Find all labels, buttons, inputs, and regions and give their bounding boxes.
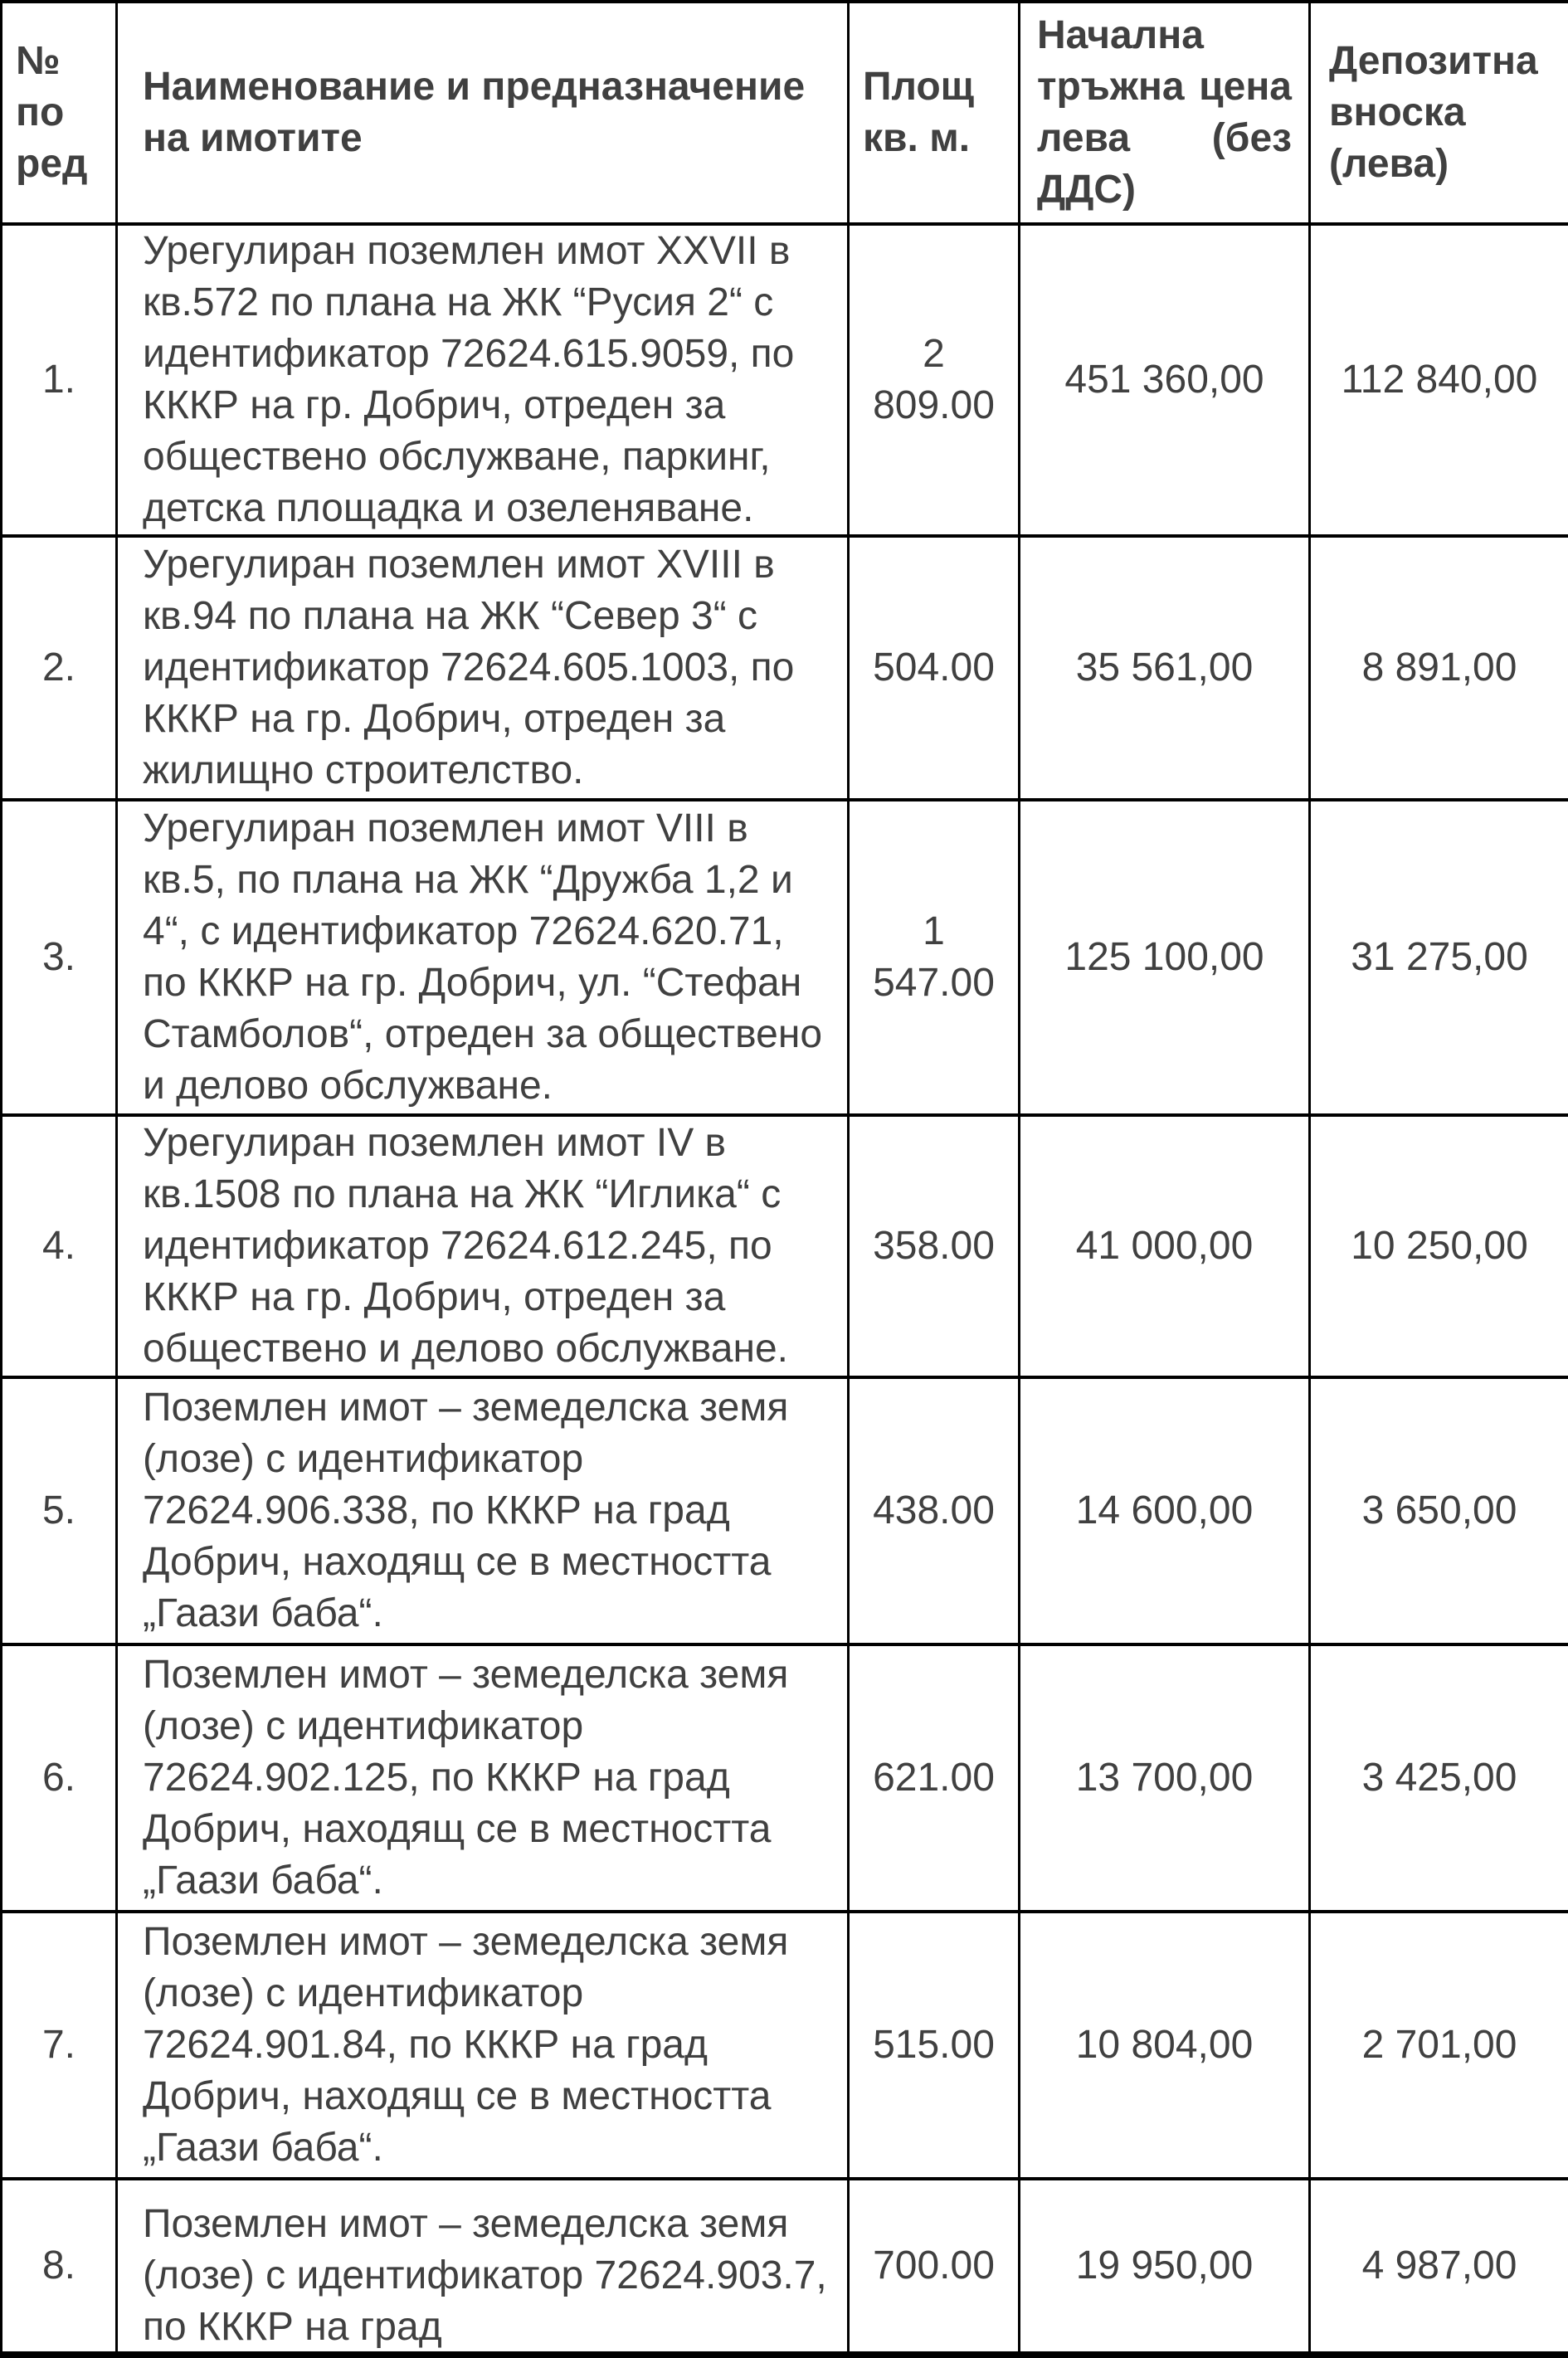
description-cell: Урегулиран поземлен имот XXVII в кв.572 по плана на ЖК “Русия 2“ с идентификатор 72624.615.9059, по КККР на гр. Добрич, отреден за обществено обслужване, паркинг, детска площадка и озеленяване. <box>117 224 849 536</box>
row-number-cell: 2. <box>2 536 117 800</box>
description-cell: Поземлен имот – земеделска земя (лозе) с идентификатор 72624.901.84, по КККР на град Добрич, находящ се в местността „Гаази баба“. <box>117 1912 849 2179</box>
deposit-cell: 3 425,00 <box>1310 1644 1568 1912</box>
area-cell: 358.00 <box>849 1115 1020 1377</box>
deposit-cell: 3 650,00 <box>1310 1377 1568 1644</box>
table-row <box>2 800 1568 1115</box>
deposit-cell: 10 250,00 <box>1310 1115 1568 1377</box>
column-header-name-purpose: Наименование и предназначение на имотите <box>117 2 849 224</box>
area-cell: 2 809.00 <box>849 224 1020 536</box>
area-cell: 1 547.00 <box>849 800 1020 1115</box>
column-header-area: Площ кв. м. <box>849 2 1020 224</box>
starting-price-cell: 19 950,00 <box>1020 2179 1310 2358</box>
table-row <box>2 1377 1568 1644</box>
table-row <box>2 1644 1568 1912</box>
starting-price-cell: 13 700,00 <box>1020 1644 1310 1912</box>
row-number-cell: 6. <box>2 1644 117 1912</box>
deposit-cell: 2 701,00 <box>1310 1912 1568 2179</box>
header-row <box>2 2 1568 224</box>
area-cell: 504.00 <box>849 536 1020 800</box>
deposit-cell: 31 275,00 <box>1310 800 1568 1115</box>
table-row <box>2 536 1568 800</box>
starting-price-cell: 451 360,00 <box>1020 224 1310 536</box>
table-row <box>2 1115 1568 1377</box>
area-cell: 700.00 <box>849 2179 1020 2358</box>
starting-price-cell: 35 561,00 <box>1020 536 1310 800</box>
description-cell: Поземлен имот – земеделска земя (лозе) с идентификатор 72624.903.7, по КККР на град <box>117 2179 849 2358</box>
row-number-cell: 4. <box>2 1115 117 1377</box>
row-number-cell: 7. <box>2 1912 117 2179</box>
page-cut-edge <box>0 2351 1568 2358</box>
starting-price-cell: 125 100,00 <box>1020 800 1310 1115</box>
description-cell: Урегулиран поземлен имот VIII в кв.5, по плана на ЖК “Дружба 1,2 и 4“, с идентификатор 72624.620.71, по КККР на гр. Добрич, ул. “Стефан Стамболов“, отреден за обществено и делово обслужване. <box>117 800 849 1115</box>
row-number-cell: 3. <box>2 800 117 1115</box>
row-number-cell: 1. <box>2 224 117 536</box>
deposit-cell: 8 891,00 <box>1310 536 1568 800</box>
starting-price-cell: 10 804,00 <box>1020 1912 1310 2179</box>
row-number-cell: 8. <box>2 2179 117 2358</box>
area-cell: 515.00 <box>849 1912 1020 2179</box>
deposit-cell: 4 987,00 <box>1310 2179 1568 2358</box>
description-cell: Поземлен имот – земеделска земя (лозе) с идентификатор 72624.906.338, по КККР на град Добрич, находящ се в местността „Гаази баба“. <box>117 1377 849 1644</box>
description-cell: Урегулиран поземлен имот IV в кв.1508 по плана на ЖК “Иглика“ с идентификатор 72624.612.245, по КККР на гр. Добрич, отреден за обществено и делово обслужване. <box>117 1115 849 1377</box>
area-cell: 438.00 <box>849 1377 1020 1644</box>
column-header-row-number: № по ред <box>2 2 117 224</box>
row-number-cell: 5. <box>2 1377 117 1644</box>
table-row <box>2 2179 1568 2358</box>
description-cell: Поземлен имот – земеделска земя (лозе) с идентификатор 72624.902.125, по КККР на град Добрич, находящ се в местността „Гаази баба“. <box>117 1644 849 1912</box>
starting-price-cell: 41 000,00 <box>1020 1115 1310 1377</box>
description-cell: Урегулиран поземлен имот XVIII в кв.94 по плана на ЖК “Север 3“ с идентификатор 72624.605.1003, по КККР на гр. Добрич, отреден за жилищно строителство. <box>117 536 849 800</box>
table-row <box>2 224 1568 536</box>
column-header-deposit: Депозитна вноска (лева) <box>1310 2 1568 224</box>
deposit-cell: 112 840,00 <box>1310 224 1568 536</box>
table-row <box>2 1912 1568 2179</box>
area-cell: 621.00 <box>849 1644 1020 1912</box>
starting-price-cell: 14 600,00 <box>1020 1377 1310 1644</box>
column-header-starting-price: Начална тръжна цена лева (без ДДС) <box>1020 2 1310 224</box>
